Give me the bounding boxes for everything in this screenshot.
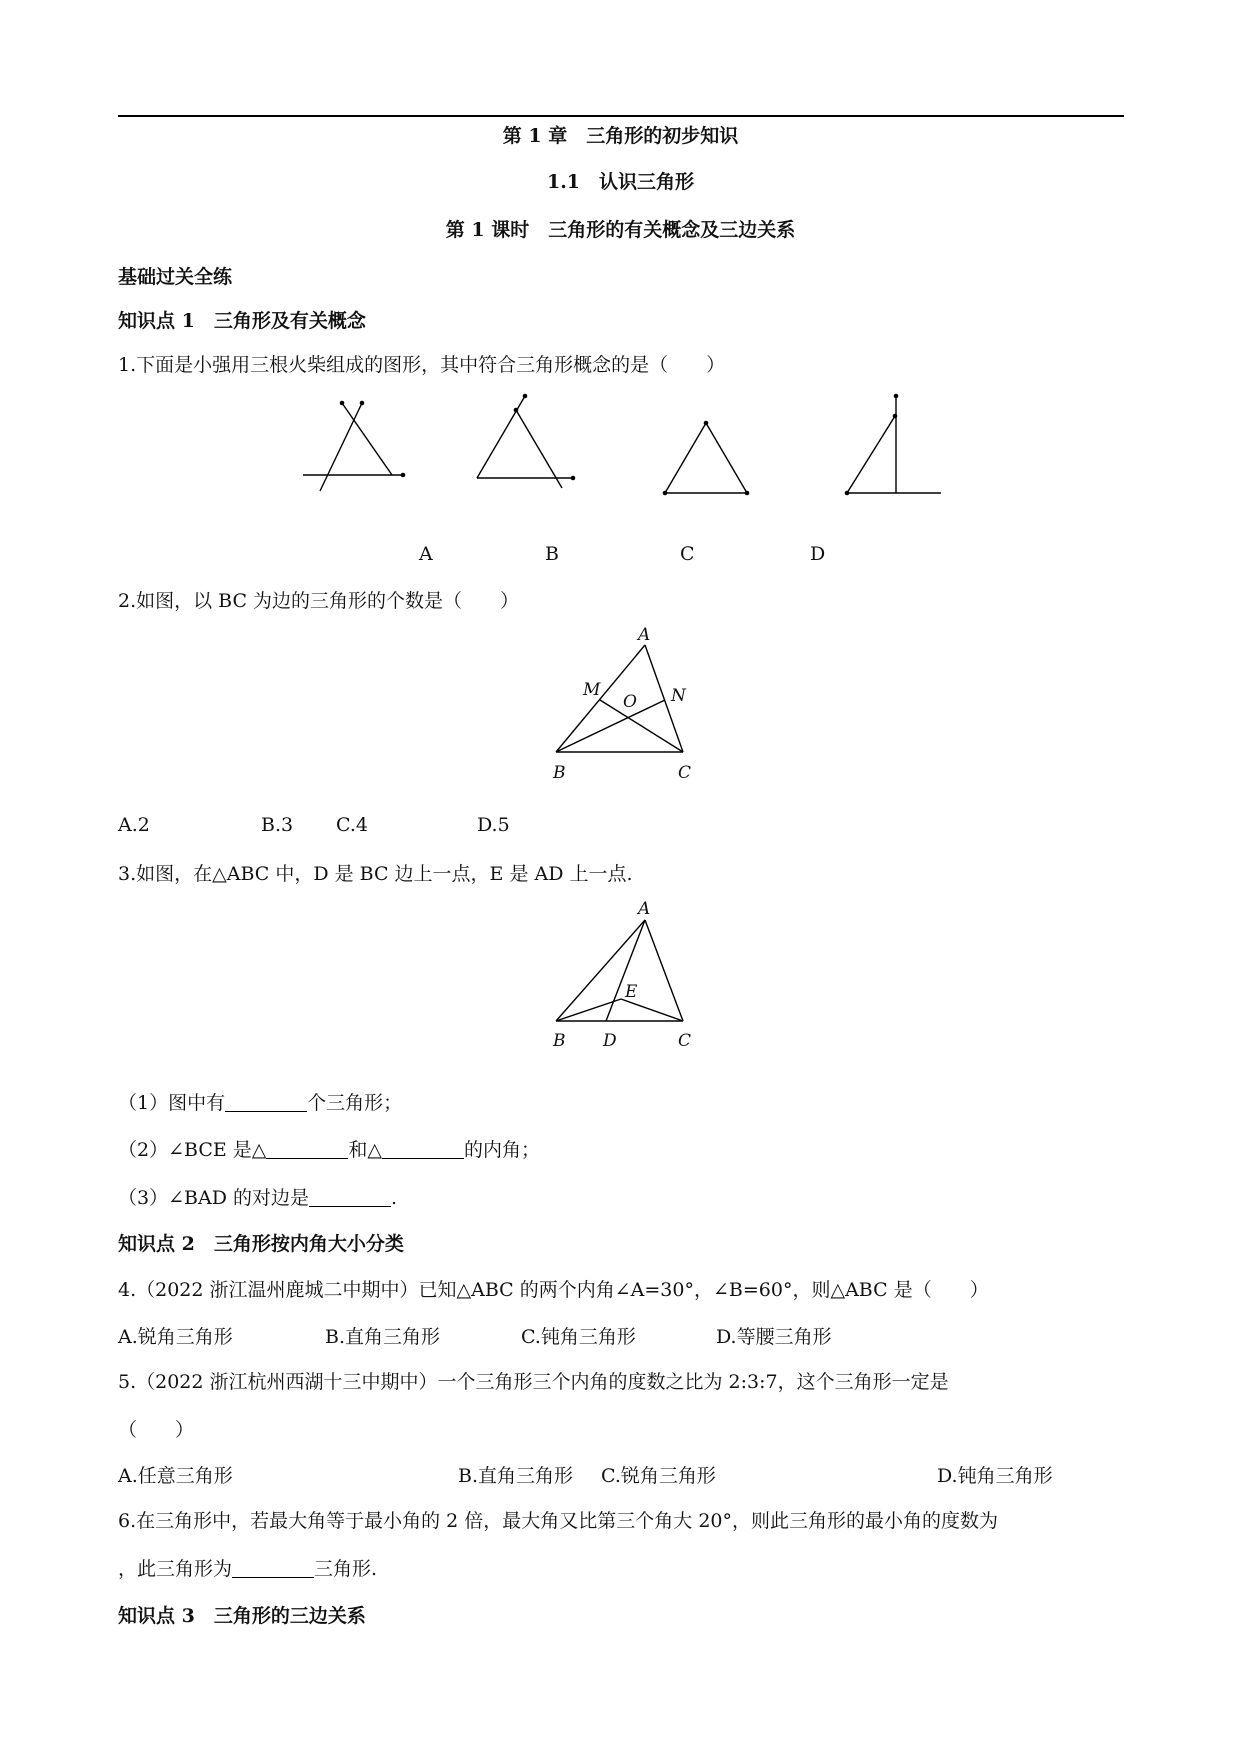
q6-continuation: ，此三角形为 三角形. xyxy=(118,1558,378,1580)
question-4-stem: 4.（2022 浙江温州鹿城二中期中）已知△ABC 的两个内角∠A=30°，∠B=60°，则△ABC 是（ ） xyxy=(118,1279,989,1301)
q2-option-a[interactable]: A.2 xyxy=(118,814,150,836)
knowledge-point-3: 知识点 3 三角形的三边关系 xyxy=(118,1605,366,1627)
q2-label-b: B xyxy=(553,763,566,783)
q3-part-3: （3）∠BAD 的对边是 . xyxy=(118,1187,398,1209)
q3-triangle-figure xyxy=(550,895,710,1051)
q5-option-d[interactable]: D.钝角三角形 xyxy=(937,1465,1053,1487)
question-5-stem: 5.（2022 浙江杭州西湖十三中期中）一个三角形三个内角的度数之比为 2:3:7，这个三角形一定是 xyxy=(118,1371,949,1393)
q3-label-a: A xyxy=(638,899,651,919)
q3-label-e: E xyxy=(625,982,638,1002)
q1-figure-a xyxy=(300,395,410,495)
question-2-stem: 2.如图，以 BC 为边的三角形的个数是（ ） xyxy=(118,590,520,612)
q4-option-d[interactable]: D.等腰三角形 xyxy=(716,1326,832,1348)
q2-triangle-figure xyxy=(550,620,710,783)
knowledge-point-2: 知识点 2 三角形按内角大小分类 xyxy=(118,1233,404,1255)
q3-label-c: C xyxy=(678,1031,692,1051)
q3-part-2-blank-1[interactable] xyxy=(266,1140,348,1159)
section-title: 1.1 认识三角形 xyxy=(546,171,695,193)
q4-option-b[interactable]: B.直角三角形 xyxy=(325,1326,441,1348)
question-1-stem: 1.下面是小强用三根火柴组成的图形，其中符合三角形概念的是（ ） xyxy=(118,354,726,376)
q3-part-1-blank[interactable] xyxy=(225,1093,307,1112)
q1-option-b[interactable]: B xyxy=(545,543,559,565)
chapter-title: 第 1 章 三角形的初步知识 xyxy=(502,125,739,147)
q3-part-3-blank[interactable] xyxy=(309,1188,391,1207)
q4-option-c[interactable]: C.钝角三角形 xyxy=(521,1326,636,1348)
q5-option-b[interactable]: B.直角三角形 xyxy=(458,1465,574,1487)
q2-label-a: A xyxy=(638,625,651,645)
q1-option-c[interactable]: C xyxy=(680,543,695,565)
q1-figure-c xyxy=(655,415,755,495)
question-6-stem: 6.在三角形中，若最大角等于最小角的 2 倍，最大角又比第三个角大 20°，则此三角形的最小角的度数为 xyxy=(118,1510,999,1532)
q5-option-a[interactable]: A.任意三角形 xyxy=(118,1465,233,1487)
q1-figure-d xyxy=(835,390,945,500)
q5-answer-paren: （ ） xyxy=(118,1419,195,1441)
q3-part-1: （1）图中有 个三角形； xyxy=(118,1092,403,1114)
q3-label-d: D xyxy=(603,1031,617,1051)
q2-option-b[interactable]: B.3 xyxy=(261,814,294,836)
question-3-stem: 3.如图，在△ABC 中，D 是 BC 边上一点，E 是 AD 上一点. xyxy=(118,863,633,885)
q5-option-c[interactable]: C.锐角三角形 xyxy=(601,1465,716,1487)
q1-figure-b xyxy=(470,390,580,495)
q6-blank[interactable] xyxy=(232,1559,314,1578)
q3-part-2-blank-2[interactable] xyxy=(382,1140,464,1159)
q4-option-a[interactable]: A.锐角三角形 xyxy=(118,1326,233,1348)
part-title: 基础过关全练 xyxy=(118,266,233,288)
q1-option-d[interactable]: D xyxy=(810,543,826,565)
q2-label-n: N xyxy=(671,686,686,706)
q3-label-b: B xyxy=(553,1031,566,1051)
q2-option-d[interactable]: D.5 xyxy=(477,814,510,836)
q2-label-m: M xyxy=(583,680,601,700)
q2-option-c[interactable]: C.4 xyxy=(336,814,368,836)
q1-option-a[interactable]: A xyxy=(419,543,433,565)
header-rule xyxy=(118,115,1124,117)
q3-part-2: （2）∠BCE 是△ 和△ 的内角； xyxy=(118,1139,541,1161)
q2-label-c: C xyxy=(678,763,692,783)
knowledge-point-1: 知识点 1 三角形及有关概念 xyxy=(118,310,366,332)
lesson-title: 第 1 课时 三角形的有关概念及三边关系 xyxy=(445,219,796,241)
q2-label-o: O xyxy=(623,692,637,712)
